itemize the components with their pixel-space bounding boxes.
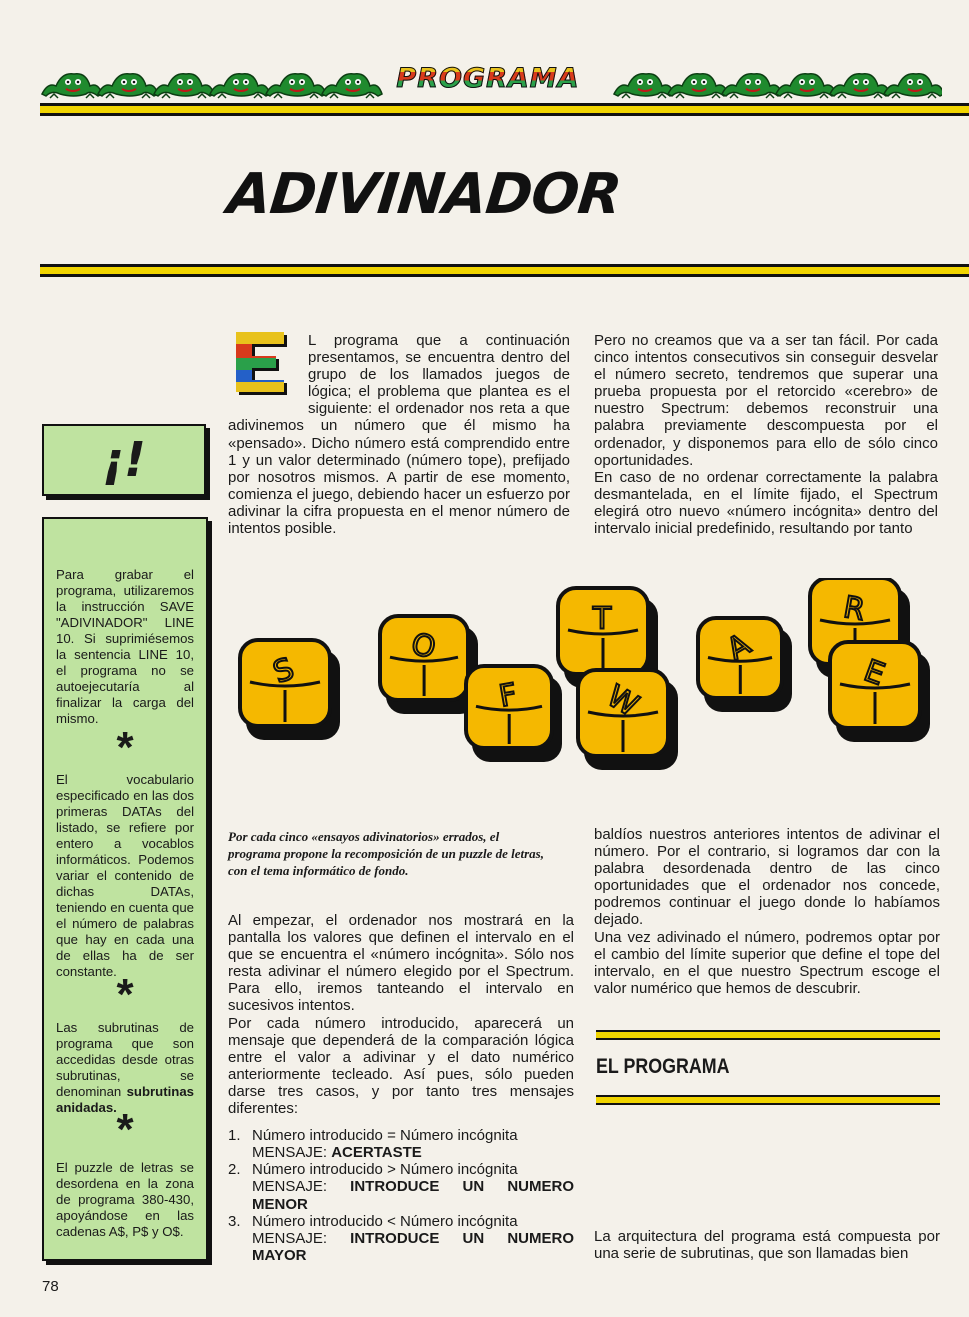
gremlin-frieze-right: [612, 64, 942, 102]
title-rule: [40, 264, 969, 277]
case-condition: Número introducido < Número incógnita: [252, 1212, 518, 1230]
die-letter: T: [592, 601, 612, 637]
exclamation-box: ¡!: [42, 424, 206, 496]
case-number: 1.: [228, 1127, 241, 1145]
intro-column-left: [228, 332, 570, 537]
die-letter: S: [268, 651, 299, 691]
body-column-right: [594, 826, 940, 997]
letter-die: [466, 666, 562, 762]
gremlin-icon: [776, 74, 836, 98]
die-letter: A: [721, 626, 757, 668]
case-item: [228, 1161, 574, 1212]
intro-paragraph: L programa que a continuación presentamos, se encuentra dentro del grupo de los llamados juegos de lógica; el problema que plantea es el siguiente: el ordenador nos reta a que adivinemos un número que él mismo ha «pensado». Dicho número está comprendido entre 1 y un valor determinado (número tope), prefijado por nosotros mismos. A partir de ese momento, comienza el juego, debiendo hacer un esfuerzo por adivinar la cifra propuesta en el menor número de intentos posible.: [228, 332, 570, 538]
gremlin-icon: [884, 74, 942, 98]
gremlin-icon: [42, 74, 102, 98]
case-item: [228, 1213, 574, 1264]
letter-die: [830, 642, 930, 742]
gremlin-icon: [98, 74, 158, 98]
note-text: Las subrutinas de programa que son accedidas desde otras subrutinas, se denominan: [56, 1020, 194, 1099]
sidebar-note-save: Para grabar el programa, utilizaremos la instrucción SAVE "ADIVINADOR" LINE 10. Si suprimiésemos la sentencia LINE 10, el programa no se autoejecutaría al finalizar la carga del mismo.: [56, 567, 194, 726]
sidebar-note-vocabulary: El vocabulario especificado en las dos primeras DATAs del listado, se refiere por entero a vocablos informáticos. Podemos variar el contenido de dichas DATAs, teniendo en cuenta que el número de palabras que hay en cada una de ellas ha de ser constante.: [56, 772, 194, 979]
case-message: INTRODUCE UN NUMERO MAYOR: [252, 1229, 574, 1264]
gremlin-icon: [322, 74, 382, 98]
letter-die: [380, 616, 478, 714]
article-title: ADIVINADOR: [224, 162, 624, 227]
letter-die: [240, 640, 340, 740]
gremlin-icon: [154, 74, 214, 98]
program-paragraph: La arquitectura del programa está compuesta por una serie de subrutinas, que son llamadas bien: [594, 1228, 940, 1263]
subheading-rule-top: [596, 1030, 940, 1040]
intro-column-right: [594, 332, 938, 537]
paragraph: baldíos nuestros anteriores intentos de adivinar el número. Por el contrario, si logramos dar con la palabra desordenada dentro de las cinco oportunidades que el ordenador nos concede, podremos continuar el juego donde lo habíamos dejado.: [594, 826, 940, 929]
die-letter: W: [600, 678, 645, 724]
case-label: MENSAJE:: [252, 1144, 332, 1162]
paragraph: Pero no creamos que va a ser tan fácil. Por cada cinco intentos consecutivos sin conseguir desvelar el número secreto, tendremos que superar una prueba propuesta por el retorcido «cerebro» de nuestro Spectrum: debemos reconstruir una palabra previamente descompuesta por el ordenador, y disponemos para ello de sólo cinco oportunidades.: [594, 332, 938, 469]
paragraph: Al empezar, el ordenador nos mostrará en la pantalla los valores que definen el intervalo en el que se encuentra el «número incógnita». Sólo nos resta adivinar el número elegido por el Spectrum. Para ello, iremos tanteando el intervalo en sucesivos intentos.: [228, 912, 574, 1015]
asterisk-icon: *: [116, 723, 134, 772]
die-letter: O: [407, 626, 440, 667]
case-message: INTRODUCE UN NUMERO MENOR: [252, 1178, 574, 1213]
gremlin-icon: [614, 74, 674, 98]
case-number: 3.: [228, 1212, 241, 1230]
case-item: [228, 1127, 574, 1161]
paragraph: Por cada número introducido, aparecerá un mensaje que dependerá de la comparación lógica entre el valor a adivinar y el dato numérico anteriormente tecleado. Así pues, sólo pueden darse tres casos, y por tanto tres mensajes diferentes:: [228, 1014, 574, 1118]
figure-caption: Por cada cinco «ensayos adivinatorios» errados, el programa propone la recomposición de un puzzle de letras, con el tema informático de fondo.: [228, 829, 544, 878]
section-title: PROGRAMA: [396, 63, 580, 94]
case-number: 2.: [228, 1161, 241, 1179]
paragraph: Una vez adivinado el número, podremos optar por el cambio del límite superior que define el tope del intervalo, en el que nuestro Spectrum escoge el valor numérico que hemos de descubrir.: [594, 928, 940, 997]
gremlin-icon: [210, 74, 270, 98]
case-label: MENSAJE:: [252, 1229, 351, 1247]
case-condition: Número introducido > Número incógnita: [252, 1161, 518, 1179]
die-letter: F: [496, 677, 520, 715]
case-label: MENSAJE:: [252, 1178, 351, 1196]
gremlin-frieze-left: [40, 64, 385, 102]
die-letter: R: [840, 589, 868, 629]
dice-illustration: [230, 578, 940, 778]
gremlin-icon: [722, 74, 782, 98]
gremlin-icon: [830, 74, 890, 98]
subheading-rule-bottom: [596, 1095, 940, 1105]
gremlin-icon: [668, 74, 728, 98]
sidebar-note-puzzle: El puzzle de letras se desordena en la zona de programa 380-430, apoyándose en las cadenas A$, P$ y O$.: [56, 1160, 194, 1239]
die-letter: E: [859, 653, 890, 693]
letter-die: [698, 618, 792, 712]
gremlin-icon: [266, 74, 326, 98]
header-rule: [40, 103, 969, 116]
page-number: 78: [42, 1278, 59, 1295]
dropcap-space: [228, 332, 308, 402]
case-message: ACERTASTE: [331, 1144, 422, 1162]
cases-list: [228, 1127, 574, 1264]
asterisk-icon: *: [116, 970, 134, 1019]
subheading: EL PROGRAMA: [596, 1055, 730, 1078]
case-condition: Número introducido = Número incógnita: [252, 1127, 518, 1145]
sidebar-note-subroutines: [56, 1020, 194, 1116]
asterisk-icon: *: [116, 1105, 134, 1154]
body-column-left: [228, 912, 574, 1264]
note-term: subrutinas anidadas.: [56, 1084, 194, 1115]
paragraph: En caso de no ordenar correctamente la palabra desmantelada, en el límite fijado, el Spectrum elegirá otro nuevo «número incógnita» dentro del intervalo inicial predefinido, resultando por tanto: [594, 468, 938, 538]
letter-die: [578, 670, 678, 770]
